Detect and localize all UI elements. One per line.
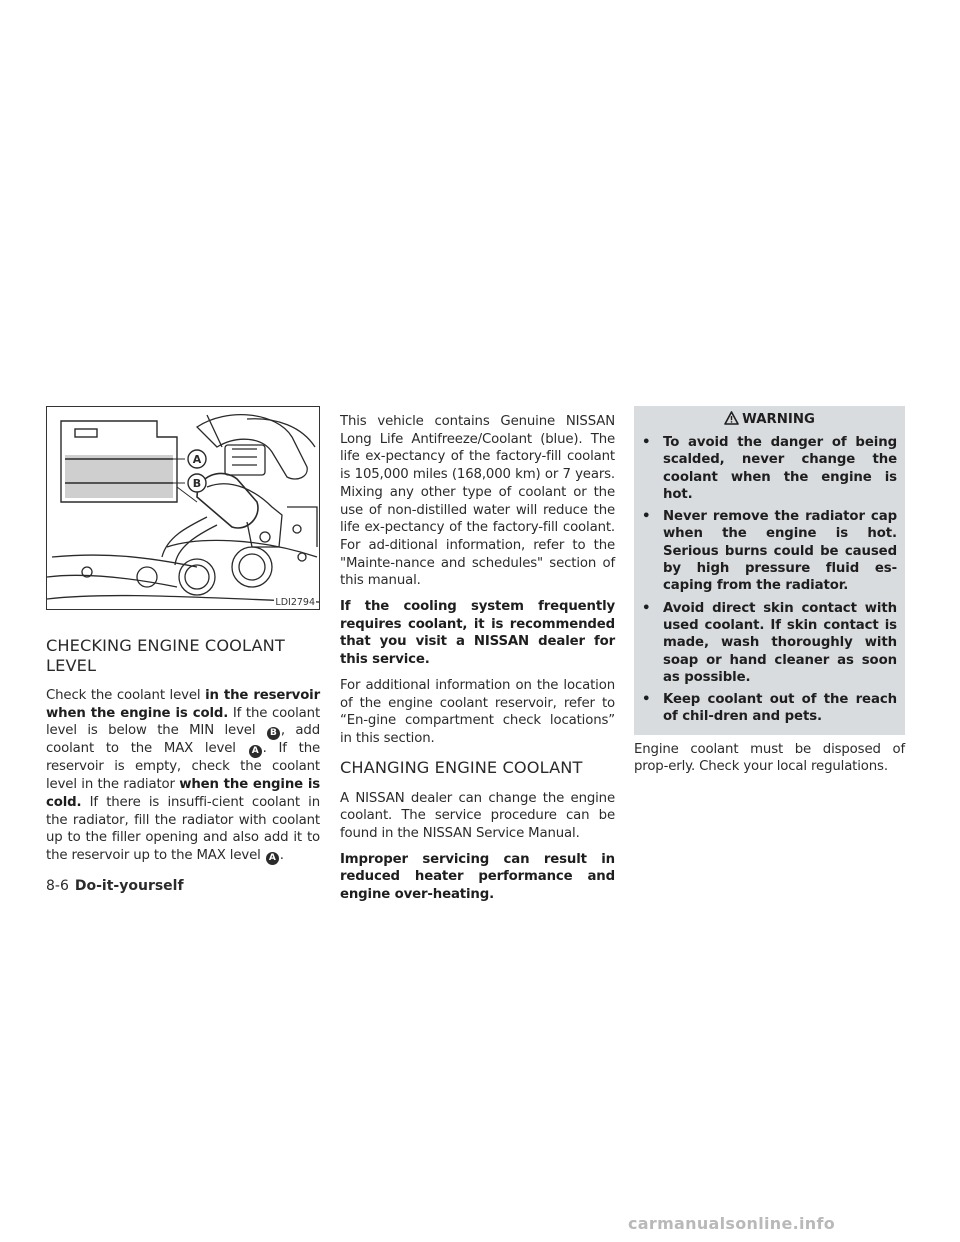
text-run: . bbox=[279, 847, 284, 863]
text-run: Check the coolant level bbox=[46, 688, 206, 703]
callout-a-label: A bbox=[192, 453, 202, 466]
warning-item: • Keep coolant out of the reach of chil-dren and pets. bbox=[642, 691, 897, 726]
right-column bbox=[634, 406, 905, 784]
checking-paragraph bbox=[46, 687, 320, 865]
warning-item: • To avoid the danger of being scalded, never change the coolant when the engine is hot. bbox=[642, 434, 897, 503]
left-column bbox=[46, 406, 320, 873]
warning-item: • Never remove the radiator cap when the engine is hot. Serious burns could be caused by high pressure fluid es-caping from the radiator. bbox=[642, 508, 897, 594]
warning-list bbox=[634, 434, 905, 726]
changing-paragraph: A NISSAN dealer can change the engine coolant. The service procedure can be found in the NISSAN Service Manual. bbox=[340, 790, 615, 842]
coolant-reservoir-illustration bbox=[46, 406, 320, 610]
dealer-service-paragraph bbox=[340, 598, 615, 669]
page-number: 8-6 bbox=[46, 878, 69, 894]
marker-b: B bbox=[267, 727, 280, 740]
text-run: . If the reservoir is empty, check the coolant level in the radiator bbox=[46, 741, 321, 793]
location-paragraph: For additional information on the location of the engine coolant reservoir, refer to “En-gine compartment check locations” in this section. bbox=[340, 677, 615, 746]
figure-code: LDI2794 bbox=[275, 597, 315, 608]
callout-b-label: B bbox=[192, 477, 202, 490]
changing-heading: CHANGING ENGINE COOLANT bbox=[340, 757, 583, 777]
warning-box bbox=[634, 406, 905, 735]
warning-item: • Avoid direct skin contact with used coolant. If skin contact is made, wash thoroughly with soap or hand cleaner as soon as possible. bbox=[642, 600, 897, 686]
warning-header bbox=[634, 406, 905, 434]
marker-a: A bbox=[266, 852, 279, 865]
warning-title: WARNING bbox=[742, 412, 815, 427]
text-run: , add coolant to the MAX level bbox=[46, 723, 321, 757]
text-run: If the coolant level is below the MIN level bbox=[46, 705, 321, 739]
footer-section-title: Do-it-yourself bbox=[74, 878, 184, 894]
coolant-info-paragraph: This vehicle contains Genuine NISSAN Long Life Antifreeze/Coolant (blue). The life ex-pectancy of the factory-fill coolant is 105,000 miles (168,000 km) or 7 years. Mixing any other type of coolant or the use of non-distilled water will reduce the life ex-pectancy of the factory-fill coolant. For ad-ditional information, refer to the "Mainte-nance and schedules" section of this manual. bbox=[340, 414, 615, 589]
middle-column bbox=[340, 406, 615, 912]
bold-run: If the cooling system frequently requires coolant, it is recommended that you visit a NISSAN dealer for this service. bbox=[340, 599, 615, 668]
improper-servicing-paragraph bbox=[340, 851, 615, 904]
engine-bay-drawing bbox=[47, 407, 319, 609]
warning-triangle-icon bbox=[724, 411, 739, 429]
checking-heading: CHECKING ENGINE COOLANT LEVEL bbox=[46, 636, 285, 675]
text-run: If there is insuffi-cient coolant in the radiator, fill the radiator with coolant up to the filler opening and also add it to the reservoir up to the MAX level bbox=[46, 794, 320, 863]
bold-run: Improper servicing can result in reduced heater performance and engine over-heating. bbox=[340, 851, 615, 903]
marker-a: A bbox=[249, 745, 262, 758]
disposal-paragraph: Engine coolant must be disposed of prop-erly. Check your local regulations. bbox=[634, 741, 905, 775]
bold-run: in the reservoir when the engine is cold. bbox=[46, 688, 320, 721]
watermark: carmanualsonline.info bbox=[628, 1214, 836, 1233]
page-footer bbox=[46, 878, 184, 894]
bold-run: when the engine is cold. bbox=[46, 777, 320, 810]
